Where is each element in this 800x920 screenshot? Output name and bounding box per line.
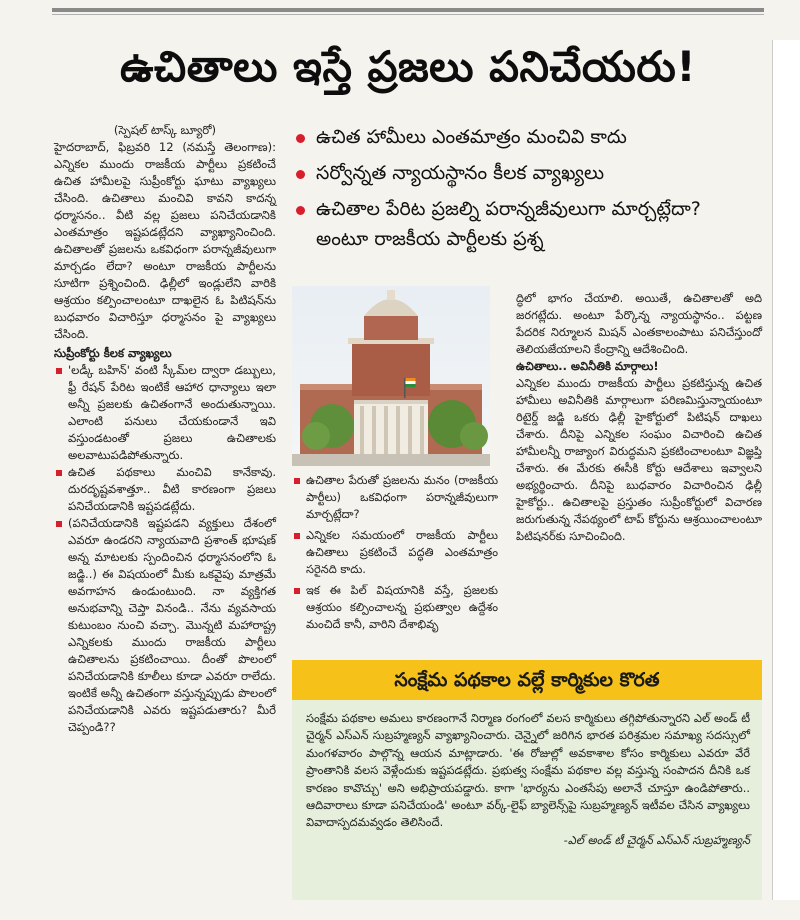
list-item: ఎన్నికల సమయంలో రాజకీయ పార్టీలు ఉచితాలు ప్రకటించే పద్ధతి ఎంతమాత్రం సరైనది కాదు. xyxy=(292,527,498,578)
list-item: ఇక ఈ పిల్ విషయానికి వస్తే, ప్రజలకు ఆశ్రయం కల్పించాలన్న ప్రభుత్వాల ఉద్దేశం మంచిదే కానీ, వారిని దేశాభివృ xyxy=(292,582,498,633)
highlight-item: సర్వోన్నత న్యాయస్థానం కీలక వ్యాఖ్యలు xyxy=(292,158,752,188)
box-title-banner: సంక్షేమ పథకాల వల్లే కార్మికుల కొరత xyxy=(292,660,762,700)
intro-paragraph: హైదరాబాద్, ఫిబ్రవరి 12 (నమస్తే తెలంగాణ): ఎన్నికల ముందు రాజకీయ పార్టీలు ప్రకటించే ఉచిత హామీలపై సుప్రీంకోర్టు ఘాటు వ్యాఖ్యలు చేసింది. ఉచితాలు మంచివి కావని కాదన్న ధర్మాసనం.. వీటి వల్ల ప్రజలు పనిచేయడానికి ఎంతమాత్రం ఇష్టపడట్లేదని వ్యాఖ్యానించింది. ఉచితాలతో ప్రజలను ఒకవిధంగా పరాన్నజీవులుగా మార్చడం లేదా? అంటూ రాజకీయ పార్టీలను సూటిగా ప్రశ్నించింది. ఢిల్లీలో ఇండ్లులేని వారికి ఆశ్రయం కల్పించాలంటూ దాఖలైన ఓ పిటిషన్‌ను బుధవారం విచారిస్తూ ధర్మాసనం పై వ్యాఖ్యలు చేసింది. xyxy=(54,140,276,341)
list-item: 'లడ్కీ బహిన్' వంటి స్కీమ్‌ల ద్వారా డబ్బులు, ఫ్రీ రేషన్ పేరిట ఇంటికే ఆహార ధాన్యాలు ఇలా అన్నీ ప్రజలకు ఉచితంగానే అందుతున్నాయి. ఎలాంటి పనులు చేయకుండానే ఇవి వస్తుండటంతో ప్రజలు ఉచితాలకు అలవాటుపడిపోతున్నారు. xyxy=(54,362,276,464)
highlight-item: ఉచితాల పేరిట ప్రజల్ని పరాన్నజీవులుగా మార్చట్లేదా? అంటూ రాజకీయ పార్టీలకు ప్రశ్న xyxy=(292,194,752,254)
article-column-3 xyxy=(516,290,762,545)
headline: ఉచితాలు ఇస్తే ప్రజలు పనిచేయరు! xyxy=(120,42,696,91)
box-paragraph: సంక్షేమ పథకాల అమలు కారణంగానే నిర్మాణ రంగంలో వలస కార్మికులు తగ్గిపోతున్నారని ఎల్ అండ్ టీ చైర్మన్ ఎస్ఎన్ సుబ్రహ్మణ్యన్ వ్యాఖ్యానించారు. చెన్నైలో జరిగిన భారత పరిశ్రమల సమాఖ్య సదస్సులో మంగళవారం పాల్గొన్న ఆయన మాట్లాడారు. 'ఈ రోజుల్లో అవకాశాల కోసం కార్మికులు ఎవరూ వేరే ప్రాంతానికి వలస వెళ్లేందుకు ఇష్టపడట్లేదు. ప్రభుత్వ సంక్షేమ పథకాల వల్ల వస్తున్న సంపాదన దీనికి ఒక కారణం కావొచ్చు' అని అభిప్రాయపడ్డారు. కాగా 'భార్యను ఎంతసేపు అలానే చూస్తూ ఉండిపోతారు.. ఆదివారాలు కూడా పనిచేయండి' అంటూ వర్క్-లైఫ్ బ్యాలెన్స్‌పై సుబ్రహ్మణ్యన్ ఇటీవల చేసిన వ్యాఖ్యలు వివాదాస్పదమవ్వడం తెలిసిందే. xyxy=(306,711,750,830)
supreme-court-photo xyxy=(292,286,490,466)
list-item: ఉచితాల పేరుతో ప్రజలను మనం (రాజకీయ పార్టీలు) ఒకవిధంగా పరాన్నజీవులుగా మార్చట్లేదా? xyxy=(292,472,498,523)
paragraph: ద్ధిలో భాగం చేయాలి. అయితే, ఉచితాలతో అది జరగట్లేదు. అంటూ పేర్కొన్న న్యాయస్థానం.. పట్టణ పేదరిక నిర్మూలన మిషన్ ఎంతకాలంపాటు పనిచేస్తుందో తెలియజేయాలని కేంద్రాన్ని ఆదేశించింది. xyxy=(516,291,762,356)
top-rule xyxy=(52,8,764,12)
box-signature: -ఎల్ అండ్ టీ చైర్మన్ ఎస్ఎన్ సుబ్రహ్మణ్యన్ xyxy=(563,832,750,847)
adjacent-page-strip xyxy=(772,40,800,900)
article-column-1 xyxy=(54,122,276,736)
paragraph: ఎన్నికల ముందు రాజకీయ పార్టీలు ప్రకటిస్తున్న ఉచిత హామీలు అవినీతికి మార్గాలుగా పరిణమిస్తున్నాయంటూ రిటైర్డ్ జడ్జి ఒకరు ఢిల్లీ హైకోర్టులో పిటిషన్ దాఖలు చేశారు. దీనిపై ఎన్నికల సంఘం విచారించి ఉచిత హామీలన్నీ రాజ్యాంగ విరుద్ధమని ప్రకటించాలంటూ విజ్ఞప్తి చేశారు. ఈ మేరకు ఈసీకి కోర్టు ఆదేశాలు ఇవ్వాలని అభ్యర్థించారు. దీనిపై బుధవారం విచారించిన ఢిల్లీ హైకోర్టు.. ఉచితాలపై ప్రస్తుతం సుప్రీంకోర్టులో విచారణ జరుగుతున్న నేపథ్యంలో టాప్ కోర్టును ఆశ్రయించాలంటూ పిటిషనర్‌కు సూచించింది. xyxy=(516,376,762,543)
byline: (స్పెషల్ టాస్క్ బ్యూరో) xyxy=(113,123,217,137)
highlight-item: ఉచిత హామీలు ఎంతమాత్రం మంచివి కాదు xyxy=(292,122,752,152)
top-rule-thin xyxy=(52,14,764,15)
list-item: ఉచిత పథకాలు మంచివి కానేకావు. దురదృష్టవశాత్తూ.. వీటి కారణంగా ప్రజలు పనిచేయడానికి ఇష్టపడట్లేదు. xyxy=(54,464,276,515)
subhead-supreme-court: సుప్రీంకోర్టు కీలక వ్యాఖ్యలు xyxy=(54,346,172,360)
supreme-court-image xyxy=(292,286,490,466)
highlights-list xyxy=(292,122,752,260)
article-column-2 xyxy=(292,472,498,637)
subhead-corruption: ఉచితాలు.. అవినీతికి మార్గాలు! xyxy=(516,359,659,373)
list-item: (పనిచేయడానికి ఇష్టపడని వ్యక్తులు దేశంలో ఎవరూ ఉండరని న్యాయవాది ప్రశాంత్ భూషణ్ అన్న మాటలకు స్పందించిన ధర్మాసనంలోని ఓ జడ్జి..) ఈ విషయంలో మీకు ఒకవైపు మాత్రమే అవగాహన ఉండుంటుంది. నా వ్యక్తిగత అనుభవాన్ని చెప్తా వినండి.. నేను వ్యవసాయ కుటుంబం నుంచి వచ్చా. మొన్నటి మహారాష్ట్ర ఎన్నికలకు ముందు రాజకీయ పార్టీలు ఉచితాలను ప్రకటించాయి. దీంతో పొలంలో పనిచేయడానికి కూలీలు కూడా ఎవరూ రాలేదు. ఇంటికే అన్నీ ఉచితంగా వస్తున్నప్పుడు పొలంలో పనిచేయడానికి ఎవరు ఇష్టపడుతారు? మీరే చెప్పండి?? xyxy=(54,515,276,736)
box-text xyxy=(306,710,750,849)
